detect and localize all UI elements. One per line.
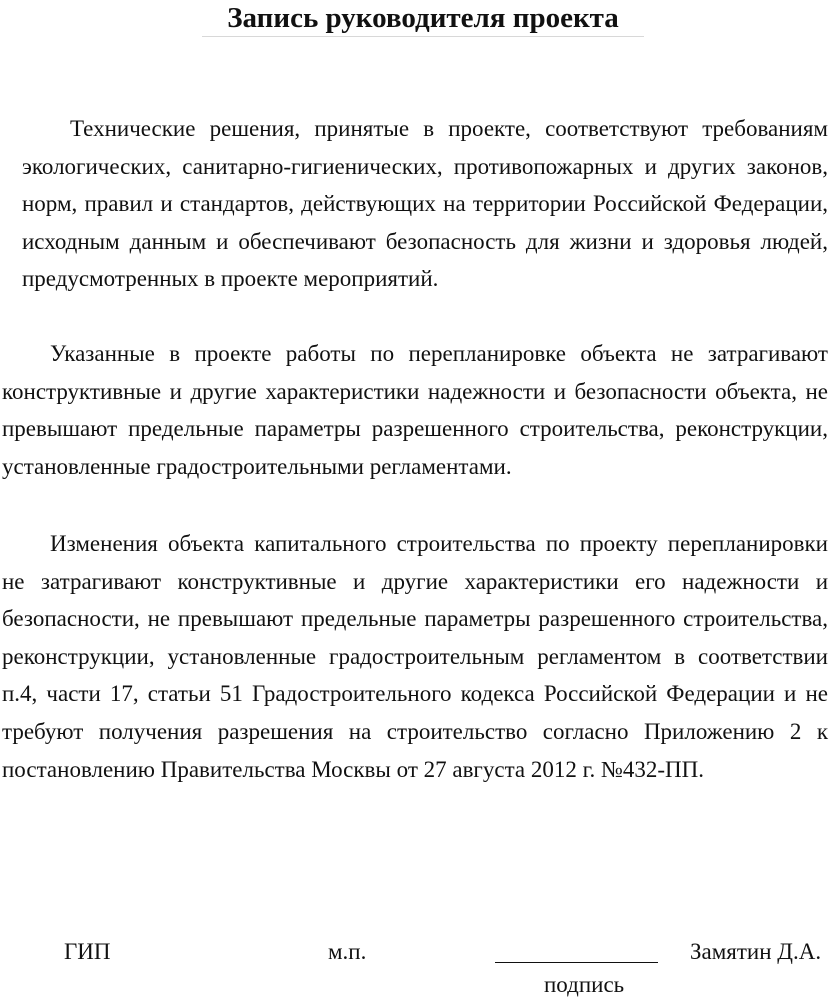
signature-caption: подпись bbox=[544, 972, 625, 997]
document-title: Запись руководителя проекта bbox=[202, 0, 644, 37]
paragraph-replanning-works: Указанные в проекте работы по перепланировке объекта не затрагивают конструктивные и другие характеристики надежности и безопасности объекта, не превышают предельные параметры разрешенного строительства, реконструкции, установленные градостроительными регламентами. bbox=[2, 341, 828, 479]
paragraph-technical-decisions: Технические решения, принятые в проекте, соответствуют требованиям экологических, санитарно-гигиенических, противопожарных и других законов, норм, правил и стандартов, действующих на территории Российской Федерации, исходным данным и обеспечивают безопасность для жизни и здоровья людей, предусмотренных в проекте мероприятий. bbox=[22, 116, 828, 292]
paragraph-object-changes: Изменения объекта капитального строительства по проекту перепланировки не затрагивают конструктивные и другие характеристики его надежности и безопасности, не превышают предельные параметры разрешенного строительства, реконструкции, установленные градостроительным регламентом в соответствии п.4, части 17, статьи 51 Градостроительного кодекса Российской Федерации и не требуют получения разрешения на строительство согласно Приложению 2 к постановлению Правительства Москвы от 27 августа 2012 г. №432-ПП. bbox=[2, 531, 828, 782]
signatory-name: Замятин Д.А. bbox=[690, 939, 822, 964]
signatory-role: ГИП bbox=[64, 939, 111, 964]
stamp-place-label: м.п. bbox=[328, 939, 367, 964]
signature-line bbox=[495, 962, 658, 963]
